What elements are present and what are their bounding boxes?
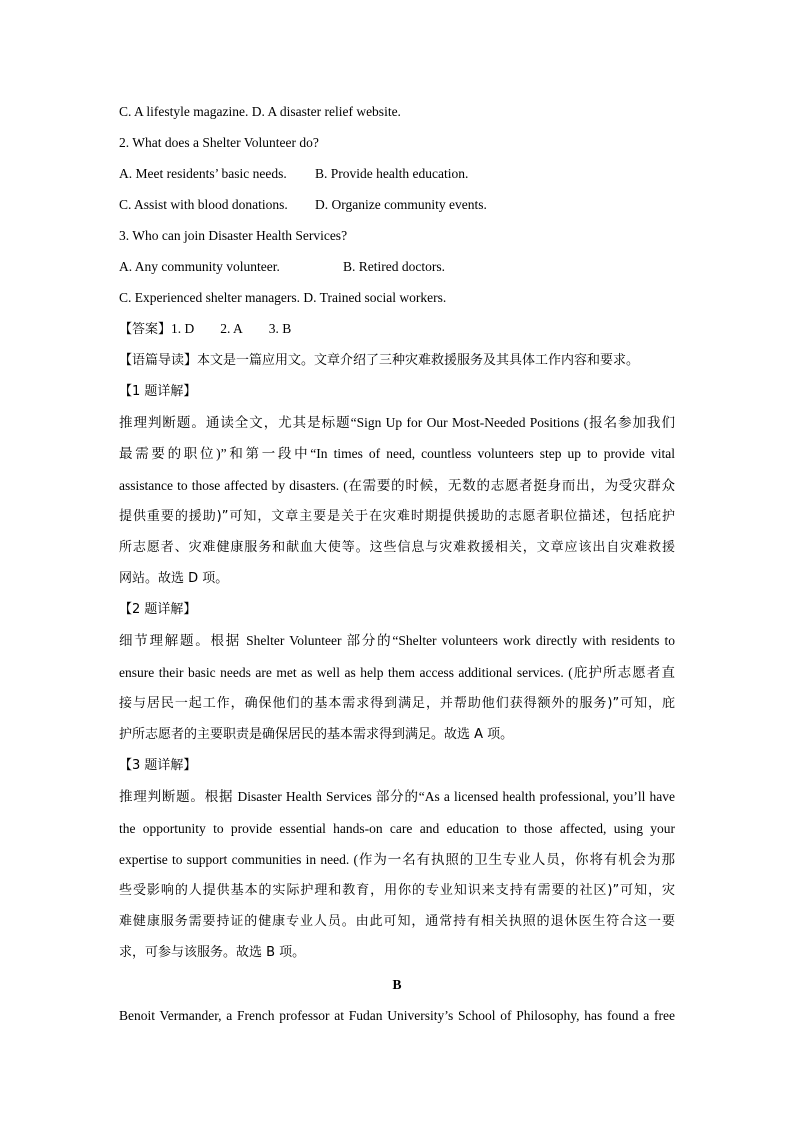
- q2-option-a: A. Meet residents’ basic needs.: [119, 166, 287, 181]
- section-b-heading: B: [392, 977, 402, 992]
- detail-1-line: 所志愿者、灾难健康服务和献血大使等。这些信息与灾难救援相关，文章应该出自灾难救援: [119, 540, 675, 555]
- detail-1-line: 网站。故选 D 项。: [119, 571, 229, 586]
- detail-3-line: the opportunity to provide essential hands-on care and education to those affected, using your: [119, 821, 675, 836]
- detail-2-heading: 【2 题详解】: [119, 602, 197, 617]
- detail-3-line: 难健康服务需要持证的健康专业人员。由此可知，通常持有相关执照的退休医生符合这一要: [119, 914, 675, 929]
- guide-text: 本文是一篇应用文。文章介绍了三种灾难救援服务及其具体工作内容和要求。: [197, 353, 640, 368]
- answer-3: 3. B: [268, 321, 292, 336]
- q2-option-b: B. Provide health education.: [315, 166, 469, 181]
- guide-row: [119, 352, 639, 370]
- detail-3-line: 求，可参与该服务。故选 B 项。: [119, 945, 306, 960]
- detail-2-line: 护所志愿者的主要职责是确保居民的基本需求得到满足。故选 A 项。: [119, 727, 514, 742]
- answers-row: [119, 320, 291, 339]
- q3-stem: 3. Who can join Disaster Health Services?: [119, 228, 348, 243]
- answer-2: 2. A: [220, 321, 243, 336]
- detail-1-line: 提供重要的援助)”可知，文章主要是关于在灾难时期提供援助的志愿者职位描述，包括庇护: [119, 509, 675, 524]
- detail-3-line: expertise to support communities in need. (作为一名有执照的卫生专业人员，你将有机会为那: [119, 852, 675, 867]
- q1-options-cd: C. A lifestyle magazine. D. A disaster relief website.: [119, 104, 401, 119]
- q2-option-d: D. Organize community events.: [315, 197, 487, 212]
- detail-2-line: 接与居民一起工作，确保他们的基本需求得到满足，并帮助他们获得额外的服务)”可知，庇: [119, 696, 675, 711]
- answers-label: 【答案】: [119, 322, 172, 337]
- q2-option-c: C. Assist with blood donations.: [119, 197, 288, 212]
- answer-1: 1. D: [171, 321, 195, 336]
- detail-3-line: 推理判断题。根据 Disaster Health Services 部分的“As a licensed health professional, you’ll have: [119, 789, 675, 804]
- q3-option-a: A. Any community volunteer.: [119, 259, 280, 274]
- q2-stem: 2. What does a Shelter Volunteer do?: [119, 135, 319, 150]
- detail-3-line: 些受影响的人提供基本的实际护理和教育，用你的专业知识来支持有需要的社区)”可知，灾: [119, 883, 675, 898]
- detail-1-line: assistance to those affected by disasters. (在需要的时候，无数的志愿者挺身而出，为受灾群众: [119, 478, 675, 493]
- q3-option-b: B. Retired doctors.: [343, 259, 445, 274]
- section-b-first-line: Benoit Vermander, a French professor at Fudan University’s School of Philosophy, has found a free: [119, 1008, 675, 1023]
- guide-label: 【语篇导读】: [119, 353, 198, 368]
- detail-3-heading: 【3 题详解】: [119, 758, 197, 773]
- detail-2-line: 细节理解题。根据 Shelter Volunteer 部分的“Shelter volunteers work directly with residents to: [119, 633, 675, 648]
- detail-1-line: 推理判断题。通读全文，尤其是标题“Sign Up for Our Most-Needed Positions (报名参加我们: [119, 415, 675, 430]
- detail-2-line: ensure their basic needs are met as well as help them access additional services. (庇护所志愿者直: [119, 665, 675, 680]
- q3-options-cd: C. Experienced shelter managers. D. Trained social workers.: [119, 290, 447, 305]
- detail-1-line: 最需要的职位)”和第一段中“In times of need, countless volunteers step up to provide vital: [119, 446, 675, 461]
- detail-1-heading: 【1 题详解】: [119, 384, 197, 399]
